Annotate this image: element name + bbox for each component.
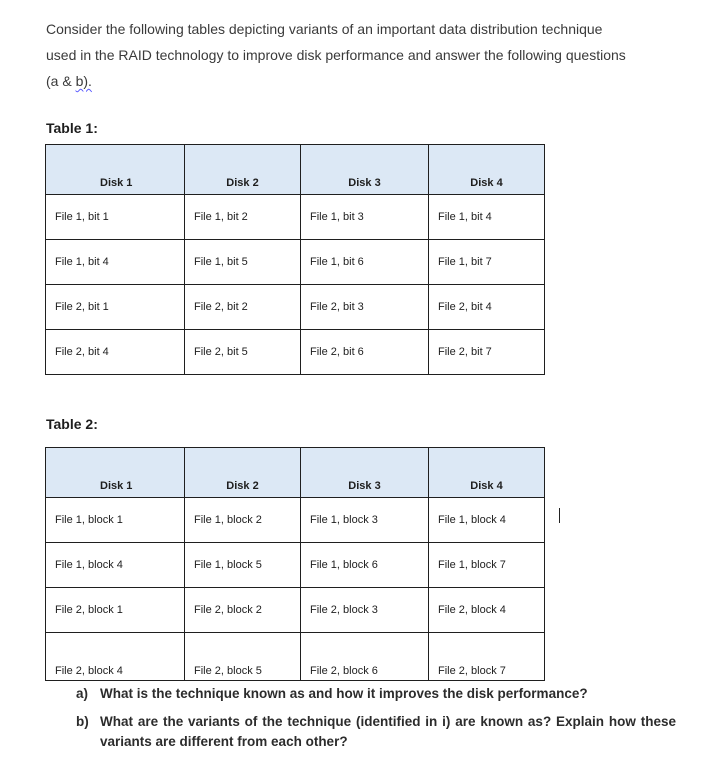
table-row	[46, 498, 545, 543]
table-1-header-disk-4: Disk 4	[429, 145, 545, 195]
table-cell: File 1, bit 4	[46, 240, 185, 285]
table-1-header-disk-1: Disk 1	[46, 145, 185, 195]
question-b-number: b)	[76, 714, 89, 729]
table-1-header-row	[46, 145, 545, 195]
question-a	[76, 684, 676, 704]
table-1-header-disk-2: Disk 2	[185, 145, 301, 195]
table-2-header-disk-2: Disk 2	[185, 448, 301, 498]
table-2-label: Table 2:	[46, 416, 98, 432]
table-cell: File 1, block 7	[429, 543, 545, 588]
intro-line-3-b: b	[75, 73, 84, 89]
table-cell: File 2, bit 6	[301, 330, 429, 375]
table-cell: File 2, bit 4	[46, 330, 185, 375]
table-2-header-disk-3: Disk 3	[301, 448, 429, 498]
table-cell: File 1, block 1	[46, 498, 185, 543]
text-cursor	[559, 508, 560, 523]
table-cell: File 1, bit 3	[301, 195, 429, 240]
table-cell: File 2, block 3	[301, 588, 429, 633]
question-b	[76, 712, 676, 752]
intro-line-3-marked	[76, 73, 92, 89]
table-cell: File 2, block 4	[46, 633, 185, 681]
table-row	[46, 543, 545, 588]
table-cell: File 1, block 2	[185, 498, 301, 543]
table-cell: File 1, block 5	[185, 543, 301, 588]
table-2-header-disk-4: Disk 4	[429, 448, 545, 498]
question-a-number: a)	[76, 686, 89, 701]
table-cell: File 1, bit 6	[301, 240, 429, 285]
table-row	[46, 330, 545, 375]
table-row	[46, 240, 545, 285]
table-1-header-disk-3: Disk 3	[301, 145, 429, 195]
table-cell: File 1, block 4	[46, 543, 185, 588]
table-cell: File 2, bit 1	[46, 285, 185, 330]
table-cell: File 2, block 7	[429, 633, 545, 681]
intro-line-1: Consider the following tables depicting variants of an important data distribution technique	[46, 21, 603, 37]
table-cell: File 2, bit 7	[429, 330, 545, 375]
question-a-text: What is the technique known as and how it improves the disk performance?	[100, 686, 588, 701]
table-cell: File 2, block 2	[185, 588, 301, 633]
intro-line-3-end: ).	[83, 73, 92, 89]
intro-line-3	[46, 68, 686, 94]
table-1	[45, 144, 545, 375]
table-2-header-row	[46, 448, 545, 498]
table-cell: File 2, bit 2	[185, 285, 301, 330]
table-row	[46, 633, 545, 681]
table-cell: File 1, block 4	[429, 498, 545, 543]
intro-line-3-start: (a &	[46, 73, 76, 89]
table-2-header-disk-1: Disk 1	[46, 448, 185, 498]
table-row	[46, 588, 545, 633]
table-cell: File 2, block 6	[301, 633, 429, 681]
questions-list	[76, 684, 676, 760]
intro-paragraph	[46, 16, 686, 94]
table-cell: File 2, block 4	[429, 588, 545, 633]
table-row	[46, 285, 545, 330]
table-cell: File 1, bit 1	[46, 195, 185, 240]
table-cell: File 2, block 1	[46, 588, 185, 633]
table-1-label: Table 1:	[46, 120, 98, 136]
table-cell: File 1, bit 5	[185, 240, 301, 285]
table-cell: File 2, bit 4	[429, 285, 545, 330]
table-cell: File 1, block 6	[301, 543, 429, 588]
table-cell: File 1, bit 2	[185, 195, 301, 240]
table-cell: File 1, bit 7	[429, 240, 545, 285]
intro-line-2: used in the RAID technology to improve disk performance and answer the following questions	[46, 47, 626, 63]
table-row	[46, 195, 545, 240]
table-cell: File 1, bit 4	[429, 195, 545, 240]
table-cell: File 2, bit 5	[185, 330, 301, 375]
table-cell: File 2, bit 3	[301, 285, 429, 330]
table-2	[45, 447, 545, 681]
question-b-text: What are the variants of the technique (identified in i) are known as? Explain how these variants are different from each other?	[100, 714, 676, 749]
table-cell: File 2, block 5	[185, 633, 301, 681]
table-cell: File 1, block 3	[301, 498, 429, 543]
